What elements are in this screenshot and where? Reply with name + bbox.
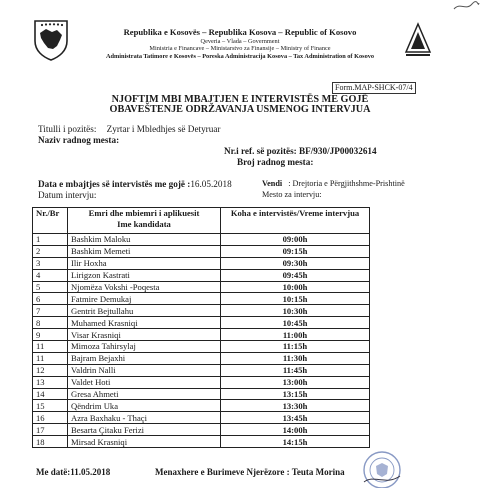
venue-value: : Drejtoria e Përgjithshme-Prishtinë	[288, 179, 405, 188]
table-row	[33, 352, 370, 364]
table-row	[33, 305, 370, 317]
row-number: 17	[33, 424, 68, 436]
applicant-name: Fatmire Demukaj	[68, 293, 221, 305]
interview-schedule-table	[32, 207, 370, 448]
header-government: Qeveria – Vlada – Government	[200, 38, 280, 45]
venue-label-sr: Mesto za intervju:	[262, 190, 322, 199]
row-number: 14	[33, 388, 68, 400]
official-stamp-seal	[360, 448, 404, 488]
header-tax-administration: Administrata Tatimore e Kosovës – Poreska Administracija Kosova – Tax Administration of Kosovo	[105, 53, 375, 60]
interview-time: 13:30h	[221, 400, 370, 412]
applicant-name: Njomëza Vokshi -Poqesta	[68, 281, 221, 293]
row-number: 5	[33, 281, 68, 293]
reference-label-sq: Nr.i ref. së pozitës: BF/930/JP00032614	[224, 146, 377, 156]
table-row	[33, 412, 370, 424]
row-number: 11	[33, 341, 68, 353]
interview-time: 13:00h	[221, 376, 370, 388]
interview-time: 09:45h	[221, 269, 370, 281]
row-number: 18	[33, 436, 68, 448]
interview-time: 13:15h	[221, 388, 370, 400]
interview-date-value: 16.05.2018	[190, 179, 232, 189]
document-title-sq: NJOFTIM MBI MBAJTJEN E INTERVISTËS ME GOJË	[111, 94, 369, 105]
applicant-name: Gresa Ahmeti	[68, 388, 221, 400]
row-number: 16	[33, 412, 68, 424]
applicant-name: Mimoza Tahirsylaj	[68, 341, 221, 353]
table-row	[33, 400, 370, 412]
interview-time: 10:30h	[221, 305, 370, 317]
interview-time: 10:00h	[221, 281, 370, 293]
document-title-sr: OBAVEŠTENJE ODRŽAVANJA USMENOG INTERVJUA	[109, 104, 371, 115]
row-number: 7	[33, 305, 68, 317]
row-number: 15	[33, 400, 68, 412]
interview-time: 14:00h	[221, 424, 370, 436]
kosovo-crest-logo	[33, 19, 69, 61]
row-number: 6	[33, 293, 68, 305]
table-row	[33, 329, 370, 341]
column-header-name: Emri dhe mbiemri i aplikuesit Ime kandidata	[68, 208, 221, 234]
row-number: 4	[33, 269, 68, 281]
interview-time: 11:45h	[221, 364, 370, 376]
table-row	[33, 364, 370, 376]
applicant-name: Bashkim Maloku	[68, 234, 221, 246]
applicant-name: Mirsad Krasniqi	[68, 436, 221, 448]
table-row	[33, 234, 370, 246]
row-number: 9	[33, 329, 68, 341]
interview-time: 11:30h	[221, 352, 370, 364]
position-label-sq: Titulli i pozitës: Zyrtar i Mbledhjes së Detyruar	[38, 124, 221, 134]
interview-date-label-sr: Datum intervju:	[38, 190, 97, 200]
header-ministry: Ministria e Financave – Ministarstvo za Finansije – Ministry of Finance	[149, 45, 331, 52]
table-row	[33, 257, 370, 269]
interview-time: 09:00h	[221, 234, 370, 246]
row-number: 8	[33, 317, 68, 329]
table-row	[33, 317, 370, 329]
pen-scribble-mark	[452, 0, 480, 12]
applicant-name: Lirigzon Kastrati	[68, 269, 221, 281]
row-number: 2	[33, 245, 68, 257]
applicant-name: Bajram Bejaxhi	[68, 352, 221, 364]
applicant-name: Visar Krasniqi	[68, 329, 221, 341]
table-row	[33, 388, 370, 400]
applicant-name: Bashkim Memeti	[68, 245, 221, 257]
position-label-sr: Naziv radnog mesta:	[38, 135, 120, 145]
table-header-row	[33, 208, 370, 234]
applicant-name: Gentrit Bejtullahu	[68, 305, 221, 317]
applicant-name: Ilir Hoxha	[68, 257, 221, 269]
interview-time: 14:15h	[221, 436, 370, 448]
table-row	[33, 341, 370, 353]
column-header-time: Koha e intervistës/Vreme intervjua	[221, 208, 370, 234]
row-number: 12	[33, 364, 68, 376]
table-row	[33, 293, 370, 305]
table-row	[33, 269, 370, 281]
row-number: 3	[33, 257, 68, 269]
interview-date-label: Data e mbajtjes së intervistës me gojë :16.05.2018	[38, 179, 232, 189]
applicant-name: Muhamed Krasniqi	[68, 317, 221, 329]
applicant-name: Qëndrim Uka	[68, 400, 221, 412]
interview-time: 11:00h	[221, 329, 370, 341]
applicant-name: Besarta Çitaku Ferizi	[68, 424, 221, 436]
table-row	[33, 245, 370, 257]
applicant-name: Valdet Hoti	[68, 376, 221, 388]
reference-label-sr: Broj radnog mesta:	[237, 157, 314, 167]
tax-administration-logo	[404, 22, 432, 58]
interview-time: 11:15h	[221, 341, 370, 353]
column-header-number: Nr./Br	[33, 208, 68, 234]
applicant-name: Azra Baxhaku - Thaçi	[68, 412, 221, 424]
table-row	[33, 436, 370, 448]
applicant-name: Valdrin Nalli	[68, 364, 221, 376]
footer-date: Me datë:11.05.2018	[36, 467, 111, 477]
venue-label: Vendi : Drejtoria e Përgjithshme-Prishtinë	[262, 179, 405, 188]
header-republic: Republika e Kosovës – Republika Kosova – Republic of Kosovo	[123, 27, 357, 37]
row-number: 13	[33, 376, 68, 388]
interview-time: 13:45h	[221, 412, 370, 424]
table-row	[33, 424, 370, 436]
reference-value: BF/930/JP00032614	[299, 146, 377, 156]
interview-time: 10:45h	[221, 317, 370, 329]
footer-manager: Menaxhere e Burimeve Njerëzore : Teuta Morina	[155, 467, 345, 477]
table-row	[33, 281, 370, 293]
table-row	[33, 376, 370, 388]
position-value: Zyrtar i Mbledhjes së Detyruar	[106, 124, 221, 134]
interview-time: 09:15h	[221, 245, 370, 257]
form-number: Form.MAP-SHCK-07/4	[332, 82, 416, 94]
row-number: 11	[33, 352, 68, 364]
row-number: 1	[33, 234, 68, 246]
interview-time: 09:30h	[221, 257, 370, 269]
interview-time: 10:15h	[221, 293, 370, 305]
